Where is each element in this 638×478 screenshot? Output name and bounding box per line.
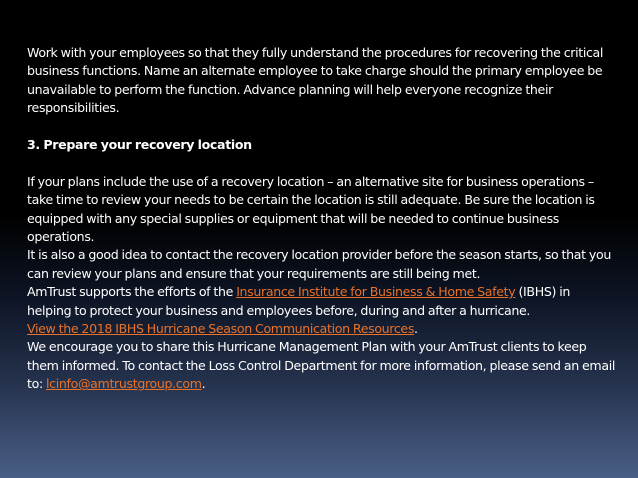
section-heading: 3. Prepare your recovery location: [27, 137, 252, 153]
ibhs-link[interactable]: Insurance Institute for Business & Home Safety: [236, 284, 516, 300]
closing-paragraph: [27, 338, 617, 393]
spacer: [27, 118, 617, 136]
spacer: [27, 154, 617, 172]
closing-text-before: We encourage you to share this Hurricane Management Plan with your AmTrust clients to keep them informed. To contact the Loss Control Department for more information, please send an email to:: [27, 339, 615, 392]
amtrust-text-after: (IBHS) in helping to protect your business and employees before, during and after a hurricane.: [27, 284, 570, 318]
amtrust-paragraph: [27, 283, 617, 320]
amtrust-text-before: AmTrust supports the efforts of the: [27, 284, 237, 300]
slide-content: [27, 44, 617, 394]
closing-text-after: .: [201, 376, 206, 392]
resources-text-after: .: [414, 321, 418, 337]
intro-paragraph: Work with your employees so that they fully understand the procedures for recovering the critical business functions. Name an alternate employee to take charge should the primary employee be unavailable to perform the function. Advance planning will help everyone recognize their responsibilities.: [27, 45, 604, 116]
resources-paragraph: [27, 320, 617, 338]
resources-link[interactable]: View the 2018 IBHS Hurricane Season Communication Resources: [27, 321, 415, 337]
recovery-location-paragraph: If your plans include the use of a recovery location – an alternative site for business operations – take time to review your needs to be certain the location is still adequate. Be sure the location is equipped with any special supplies or equipment that will be needed to continue business operations.: [27, 173, 595, 245]
email-link[interactable]: lcinfo@amtrustgroup.com: [46, 376, 202, 392]
provider-contact-paragraph: It is also a good idea to contact the recovery location provider before the season starts, so that you can review your plans and ensure that your requirements are still being met.: [27, 247, 611, 281]
